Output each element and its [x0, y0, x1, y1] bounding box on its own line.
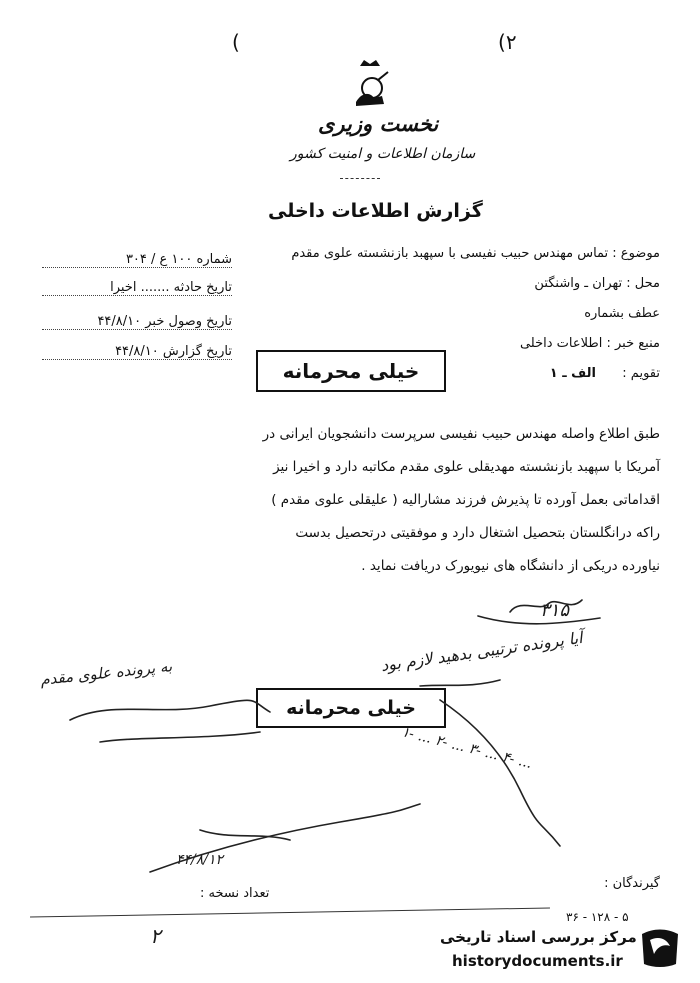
org-title: نخست وزیری [318, 112, 439, 136]
body-line: راکه درانگلستان بتحصیل اشتغال دارد و موفقیتی درتحصیل بدست [295, 525, 660, 541]
report-date-field: تاریخ گزارش ۴۴/۸/۱۰ [42, 344, 232, 360]
watermark-url: historydocuments.ir [452, 952, 623, 970]
event-date-field: تاریخ حادثه ....... اخیرا [42, 280, 232, 296]
reference-field: عطف بشماره [584, 306, 660, 321]
place-field: محل : تهران ـ واشنگتن [534, 276, 660, 291]
recipients-label: گیرندگان : [604, 876, 660, 891]
handwritten-note-right: آیا پرونده ترتیبی بدهید لازم بود [379, 627, 584, 676]
rating-value: الف ـ ۱ [549, 366, 596, 381]
report-title: گزارش اطلاعات داخلی [268, 200, 483, 222]
number-field: شماره ۱۰۰ ع / ۳۰۴ [42, 252, 232, 268]
handwritten-items-right: ۱- ... ۲- ... ۳- ... ۴- ... [400, 724, 534, 772]
document-code: ۳۶ - ۱۲۸ - ۵ [566, 910, 629, 924]
archive-logo-icon [636, 924, 684, 972]
org-subtitle: سازمان اطلاعات و امنیت کشور [290, 146, 476, 162]
handwritten-note-left: به پرونده علوی مقدم [39, 657, 173, 689]
body-line: آمریکا با سپهبد بازنشسته مهدیقلی علوی مقدم مکاتبه دارد و اخیرا نیز [273, 459, 660, 475]
body-line: طبق اطلاع واصله مهندس حبیب نفیسی سرپرست دانشجویان ایرانی در [262, 426, 660, 442]
classification-stamp: خیلی محرمانه [256, 350, 446, 392]
body-line: اقداماتی بعمل آورده تا پذیرش فرزند مشارالیه ( علیقلی علوی مقدم ) [271, 492, 660, 508]
annotation-number: ۳۱۵ [540, 600, 570, 621]
page-mark-right: (٢ [498, 30, 517, 54]
copies-label: تعداد نسخه : [200, 886, 270, 901]
source-field: منبع خبر : اطلاعات داخلی [519, 336, 660, 351]
receipt-date-field: تاریخ وصول خبر ۴۴/۸/۱۰ [42, 314, 232, 330]
classification-stamp-2: خیلی محرمانه [256, 688, 446, 728]
handwritten-date: ۴۴/۸/۱۲ [176, 852, 224, 868]
copies-count: ۲ [150, 924, 161, 948]
subject-field: موضوع : تماس مهندس حبیب نفیسی با سپهبد بازنشسته علوی مقدم [291, 246, 660, 261]
body-line: نیاورده دریکی از دانشگاه های نیویورک دریافت نماید . [361, 558, 660, 574]
page-mark-left: ( [232, 30, 240, 54]
rating-label: تقویم : [622, 366, 660, 381]
watermark-name: مرکز بررسی اسناد تاریخی [440, 928, 637, 946]
